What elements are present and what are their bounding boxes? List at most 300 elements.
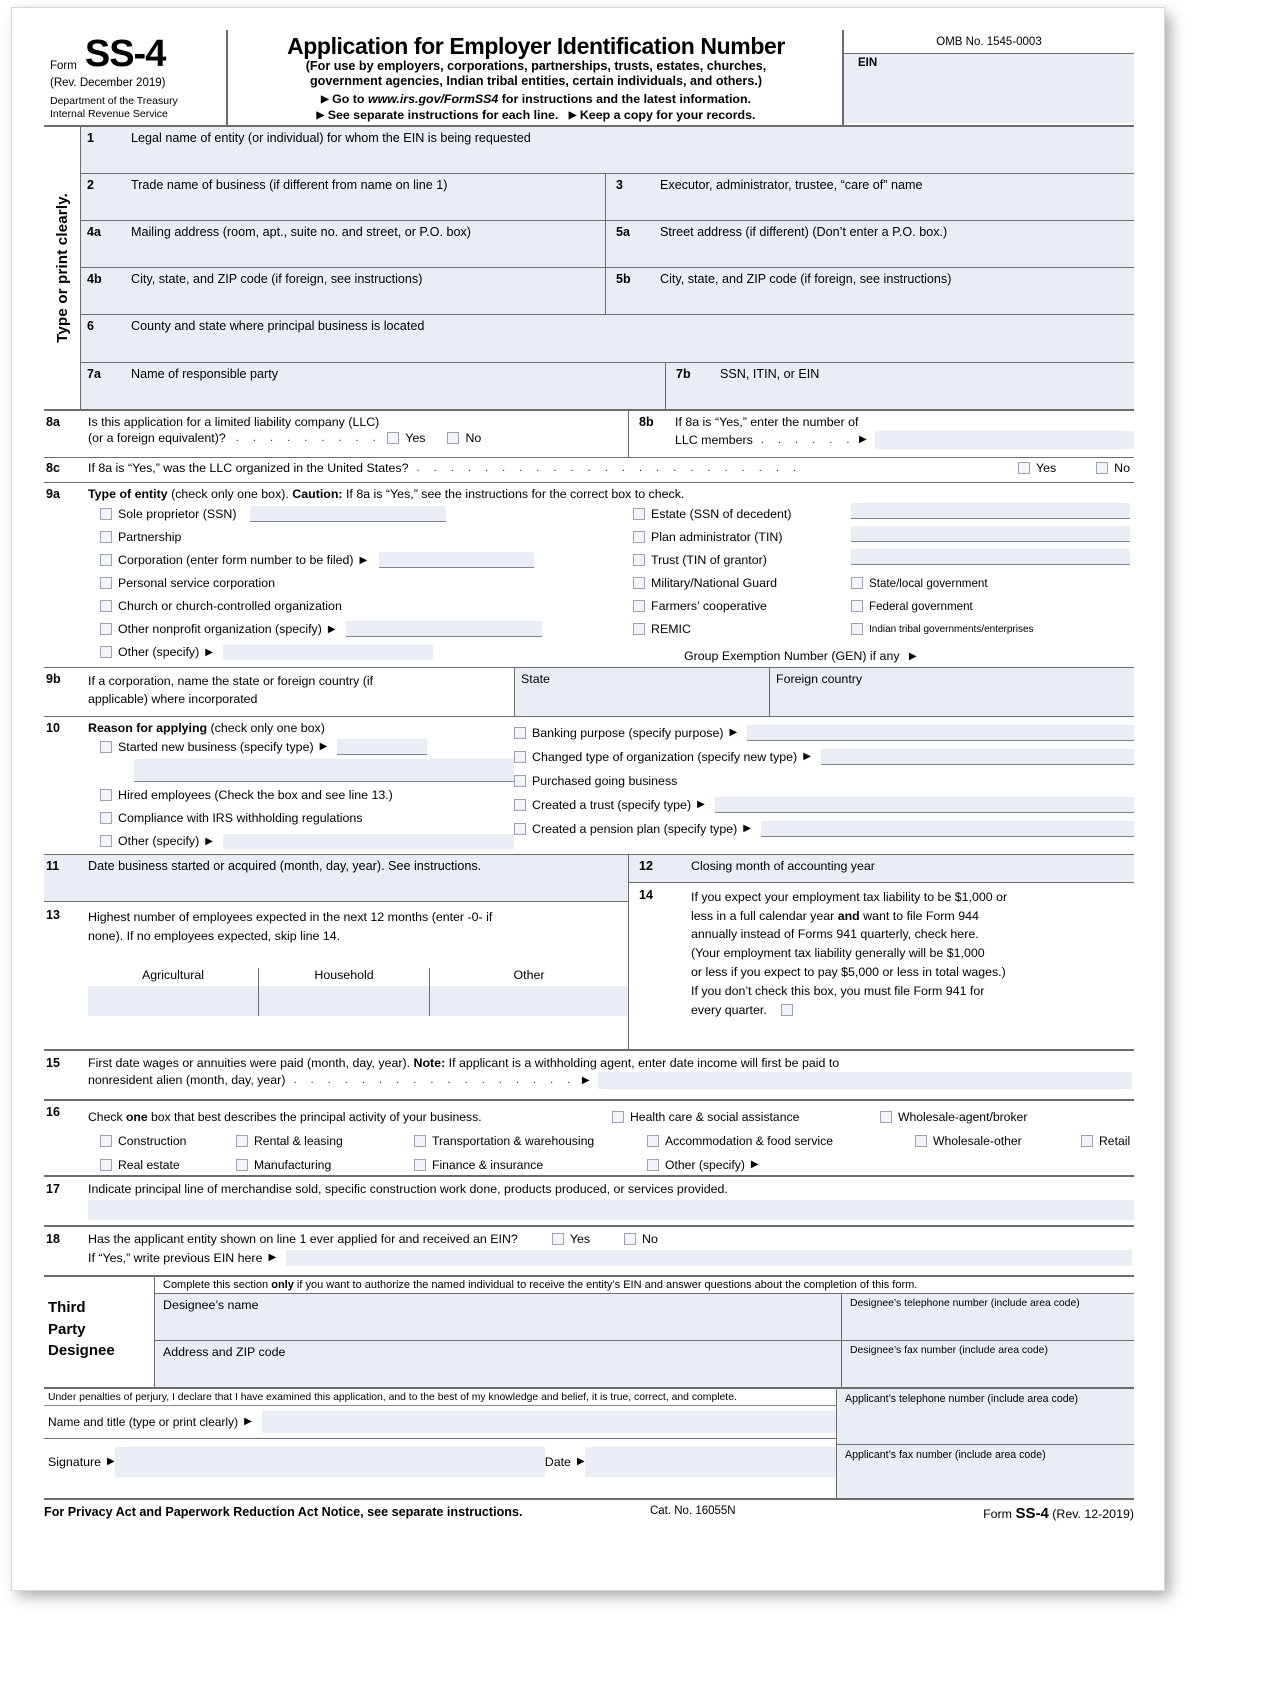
arrow-icon: ▶ — [244, 1416, 252, 1428]
entity-option[interactable] — [88, 549, 633, 572]
line-16-lead-b: box that best describes the principal activity of your business. — [147, 1109, 482, 1124]
line-10-heading-rest: (check only one box) — [207, 720, 325, 735]
sole-proprietor-ssn-input[interactable] — [250, 506, 446, 522]
manufacturing-checkbox[interactable] — [236, 1159, 248, 1171]
entity-line-1[interactable] — [851, 503, 1130, 526]
form-revision: (Rev. December 2019) — [50, 77, 166, 90]
form-identity-block — [44, 30, 228, 125]
line-16-lead-bold: one — [125, 1109, 148, 1124]
line-3-number: 3 — [616, 177, 623, 192]
designee-name-label: Designee’s name — [163, 1297, 259, 1312]
line-5a[interactable] — [605, 221, 1134, 267]
entity-option[interactable] — [633, 526, 851, 549]
line-15-input[interactable] — [598, 1072, 1132, 1089]
line-13-number: 13 — [46, 907, 60, 922]
reason-column-left — [44, 721, 514, 853]
line-16-row-3 — [88, 1153, 1132, 1177]
personal-service-corp-checkbox[interactable] — [100, 577, 112, 589]
line-18-previous-ein-input[interactable] — [286, 1250, 1132, 1266]
date-label: Date — [544, 1454, 571, 1469]
health-care-checkbox[interactable] — [612, 1111, 624, 1123]
line-2-number: 2 — [87, 177, 94, 192]
form-subtitle-1: (For use by employers, corporations, partnerships, trusts, estates, churches, — [305, 58, 767, 73]
arrow-icon: ▶ — [750, 1159, 759, 1171]
line-6[interactable] — [81, 314, 1134, 362]
line-14 — [629, 882, 1134, 1049]
line-15-text-b: If applicant is a withholding agent, enter date income will first be paid to — [445, 1055, 840, 1070]
line-13-other[interactable] — [429, 968, 628, 1016]
entity-option[interactable] — [88, 526, 633, 549]
line-13-col-label: Agricultural — [142, 968, 204, 983]
name-title-row[interactable] — [44, 1405, 836, 1438]
indian-tribal-checkbox[interactable] — [851, 623, 863, 635]
line-7a[interactable] — [81, 363, 665, 409]
designee-address-field[interactable] — [155, 1341, 841, 1387]
name-title-label: Name and title (type or print clearly) — [48, 1414, 239, 1429]
line-15-text — [88, 1056, 1132, 1070]
line-7a-label: Name of responsible party — [131, 366, 278, 381]
privacy-notice: For Privacy Act and Paperwork Reduction Act Notice, see separate instructions. — [44, 1504, 523, 1519]
footer-form-id — [983, 1505, 1134, 1522]
line-18-previous-ein-label: If “Yes,” write previous EIN here — [88, 1250, 263, 1265]
reason-option[interactable] — [514, 793, 1134, 817]
wholesale-other-checkbox[interactable] — [915, 1135, 927, 1147]
line-8a-8b-row — [44, 409, 1134, 457]
line-13-label-1: Highest number of employees expected in the next 12 months (enter -0- if — [88, 909, 493, 924]
line-10-number: 10 — [46, 720, 60, 735]
line-14-text-6: If you don’t check this box, you must file Form 941 for — [691, 984, 985, 999]
arrow-icon-3: ▶ — [568, 109, 577, 121]
line-13-agricultural-input[interactable] — [88, 986, 258, 1016]
entity-option-label: Sole proprietor (SSN) — [118, 507, 237, 522]
arrow-icon: ▶ — [205, 646, 213, 658]
line-17-label: Indicate principal line of merchandise sold, specific construction work done, products produced, or services provided. — [88, 1181, 728, 1196]
line-13 — [44, 901, 628, 1049]
reason-option-label: Compliance with IRS withholding regulations — [118, 811, 363, 826]
line-11-label: Date business started or acquired (month, day, year). See instructions. — [88, 858, 482, 873]
line-8c-label: If 8a is “Yes,” was the LLC organized in the United States? — [88, 460, 409, 475]
banking-purpose-input[interactable] — [747, 725, 1134, 741]
line-8a-no-label: No — [465, 430, 482, 445]
reason-option-label: Started new business (specify type) — [118, 739, 314, 754]
entity-option[interactable] — [88, 595, 633, 618]
entity-option-label: Other (specify) — [118, 645, 200, 660]
line-13-agricultural[interactable] — [88, 968, 258, 1016]
created-trust-checkbox[interactable] — [514, 799, 526, 811]
line-8a-number: 8a — [46, 414, 60, 429]
line-11[interactable] — [44, 855, 628, 901]
created-pension-plan-input[interactable] — [761, 821, 1134, 837]
reason-option-label: Changed type of organization (specify new type) — [532, 749, 798, 764]
entity-option-label: Indian tribal governments/enterprises — [869, 623, 1034, 635]
line-8b-label-1: If 8a is “Yes,” enter the number of — [675, 414, 859, 429]
identity-section — [44, 127, 1134, 409]
entity-option[interactable] — [851, 618, 1130, 641]
line-8b-label-2: LLC members — [675, 432, 753, 447]
plan-administrator-checkbox[interactable] — [633, 531, 645, 543]
goto-url[interactable]: www.irs.gov/FormSS4 — [367, 91, 499, 106]
side-instruction — [44, 127, 80, 409]
form-subtitle-2: government agencies, Indian tribal entities, certain individuals, and others.) — [309, 73, 763, 88]
entity-option[interactable] — [633, 572, 851, 595]
line-9a — [44, 482, 1134, 667]
designee-phone-field[interactable] — [841, 1294, 1134, 1340]
other-activity-checkbox[interactable] — [647, 1159, 659, 1171]
line-9b-label-2: applicable) where incorporated — [88, 692, 258, 707]
line-7b-number: 7b — [676, 366, 691, 381]
footer-form-rev: (Rev. 12-2019) — [1048, 1506, 1134, 1521]
line-15-text-2: nonresident alien (month, day, year) — [88, 1073, 286, 1088]
line-9b-foreign-label: Foreign country — [776, 671, 863, 686]
designee-phone-label: Designee’s telephone number (include area code) — [850, 1297, 1080, 1309]
line-15-text-a: First date wages or annuities were paid (month, day, year). — [88, 1055, 414, 1070]
line-8c-no-label: No — [1114, 460, 1130, 475]
line-9a-heading-rest: (check only one box). — [167, 486, 293, 501]
arrow-icon: ▶ — [803, 751, 811, 763]
line-9a-heading-bold: Type of entity — [88, 486, 168, 501]
line-9a-heading — [88, 487, 1130, 501]
trust-tin-input[interactable] — [851, 549, 1130, 565]
other-entity-checkbox[interactable] — [100, 646, 112, 658]
line-4a-number: 4a — [87, 224, 101, 239]
created-pension-plan-checkbox[interactable] — [514, 823, 526, 835]
entity-option-label: Plan administrator (TIN) — [651, 530, 783, 545]
line-8a-yes-label: Yes — [405, 430, 426, 445]
activity-label: Real estate — [118, 1157, 180, 1172]
signature-label: Signature — [48, 1454, 102, 1469]
other-reason-checkbox[interactable] — [100, 835, 112, 847]
line-16-number: 16 — [46, 1104, 60, 1119]
entity-option[interactable] — [88, 572, 633, 595]
transportation-checkbox[interactable] — [414, 1135, 426, 1147]
line-4b-number: 4b — [87, 271, 102, 286]
designee-fields — [154, 1277, 1134, 1387]
line-8a-yes-checkbox[interactable] — [387, 432, 399, 444]
banking-purpose-checkbox[interactable] — [514, 727, 526, 739]
real-estate-checkbox[interactable] — [100, 1159, 112, 1171]
reason-option-label: Created a pension plan (specify type) — [532, 821, 738, 836]
footer-form-number: SS-4 — [1015, 1504, 1049, 1522]
line-18-number: 18 — [46, 1231, 60, 1246]
designee-fax-field[interactable] — [841, 1341, 1134, 1387]
designee-title-2: Party — [48, 1320, 86, 1338]
line-1-label: Legal name of entity (or individual) for whom the EIN is being requested — [131, 130, 531, 145]
construction-checkbox[interactable] — [100, 1135, 112, 1147]
line-12-number: 12 — [639, 858, 653, 873]
activity-label: Rental & leasing — [254, 1133, 343, 1148]
entity-option-label: Other nonprofit organization (specify) — [118, 622, 322, 637]
line-5a-number: 5a — [616, 224, 630, 239]
signature-left — [44, 1389, 836, 1498]
dept-line-2: Internal Revenue Service — [50, 107, 168, 120]
arrow-icon: ▶ — [359, 554, 368, 566]
designee-address-row — [155, 1340, 1134, 1387]
started-new-business-checkbox[interactable] — [100, 741, 112, 753]
keep-copy-text: Keep a copy for your records. — [579, 107, 756, 122]
arrow-icon: ▶ — [321, 93, 329, 105]
reason-option-label: Banking purpose (specify purpose) — [532, 725, 724, 740]
omb-number: OMB No. 1545-0003 — [844, 30, 1134, 54]
line-16-lead — [88, 1110, 612, 1124]
third-party-designee-section — [44, 1275, 1134, 1387]
catalog-number: Cat. No. 16055N — [649, 1504, 736, 1517]
reason-option[interactable] — [88, 807, 514, 830]
other-nonprofit-checkbox[interactable] — [100, 623, 112, 635]
ein-field[interactable] — [844, 54, 1134, 123]
entity-option[interactable] — [88, 503, 633, 526]
line-17[interactable] — [44, 1175, 1134, 1225]
military-checkbox[interactable] — [633, 577, 645, 589]
finance-insurance-checkbox[interactable] — [414, 1159, 426, 1171]
activity-label: Wholesale-agent/broker — [898, 1109, 1028, 1124]
entity-option[interactable] — [851, 595, 1130, 618]
line-16 — [44, 1099, 1134, 1175]
line-3[interactable] — [605, 174, 1134, 220]
line-11-14-row — [44, 854, 1134, 1049]
farmers-cooperative-checkbox[interactable] — [633, 600, 645, 612]
goto-suffix: for instructions and the latest information. — [498, 91, 751, 106]
applicant-phone-field[interactable] — [837, 1389, 1134, 1444]
activity-label: Health care & social assistance — [630, 1109, 800, 1124]
rental-leasing-checkbox[interactable] — [236, 1135, 248, 1147]
hired-employees-checkbox[interactable] — [100, 789, 112, 801]
line-8c[interactable] — [44, 457, 1134, 482]
line-11-number: 11 — [46, 858, 60, 873]
other-entity-input[interactable] — [223, 645, 433, 660]
name-title-input[interactable] — [262, 1411, 836, 1433]
purchased-going-business-checkbox[interactable] — [514, 775, 526, 787]
started-new-business-input[interactable] — [337, 739, 427, 755]
designee-fax-label: Designee’s fax number (include area code) — [850, 1344, 1048, 1356]
entity-line-3[interactable] — [851, 549, 1130, 572]
applicant-phone-label: Applicant’s telephone number (include area code) — [845, 1392, 1079, 1405]
entity-option-label: Estate (SSN of decedent) — [651, 507, 792, 522]
arrow-icon: ▶ — [743, 823, 751, 835]
line-9a-caution-rest: If 8a is “Yes,” see the instructions for the correct box to check. — [342, 486, 685, 501]
designee-title-1: Third — [48, 1298, 86, 1316]
line-7-row — [81, 362, 1134, 409]
designee-name-row — [155, 1293, 1134, 1340]
line-9b-foreign-field[interactable] — [769, 668, 1134, 716]
created-trust-input[interactable] — [715, 797, 1134, 813]
date-input[interactable] — [585, 1447, 836, 1477]
form-title-block — [228, 30, 844, 125]
other-nonprofit-input[interactable] — [346, 621, 542, 637]
line-8b[interactable] — [628, 411, 1134, 457]
trust-checkbox[interactable] — [633, 554, 645, 566]
reason-option[interactable] — [88, 735, 514, 759]
estate-ssn-input[interactable] — [851, 503, 1130, 519]
line-17-input[interactable] — [88, 1200, 1134, 1220]
line-18-no-checkbox[interactable] — [624, 1233, 636, 1245]
line-10-heading-bold: Reason for applying — [88, 720, 208, 735]
leader-dots: . . . . . . . . . . . . . . . . . — [293, 1074, 576, 1087]
line-9b-number: 9b — [46, 671, 61, 686]
activity-label: Accommodation & food service — [665, 1133, 833, 1148]
reason-option[interactable] — [514, 721, 1134, 745]
entity-option[interactable] — [633, 618, 851, 641]
activity-label: Construction — [118, 1133, 187, 1148]
arrow-icon-2: ▶ — [316, 109, 325, 121]
line-14-text-5: or less if you expect to pay $5,000 or less in total wages.) — [691, 965, 1006, 980]
signature-row[interactable] — [44, 1438, 836, 1485]
line-8b-input[interactable] — [875, 431, 1134, 449]
group-exemption-label: Group Exemption Number (GEN) if any — [684, 648, 900, 663]
line-7b-label: SSN, ITIN, or EIN — [720, 366, 820, 381]
leader-dots: . . . . . . . . . — [235, 431, 382, 444]
signature-input[interactable] — [115, 1447, 545, 1477]
entity-option-label: Partnership — [118, 530, 182, 545]
line-14-text-7: every quarter. — [691, 1002, 767, 1017]
entity-column-2 — [633, 503, 851, 664]
reason-option[interactable] — [88, 830, 514, 853]
form-footer — [44, 1498, 1134, 1522]
line-9b-label-1: If a corporation, name the state or foreign country (if — [88, 673, 374, 688]
line-18-no-label: No — [642, 1231, 658, 1246]
line-18-label: Has the applicant entity shown on line 1 ever applied for and received an EIN? — [88, 1231, 518, 1246]
entity-option[interactable] — [633, 595, 851, 618]
line-13-col-label: Household — [314, 968, 374, 983]
compliance-withholding-checkbox[interactable] — [100, 812, 112, 824]
ss4-form — [44, 30, 1134, 1522]
corporation-form-input[interactable] — [379, 552, 534, 568]
entity-option[interactable] — [88, 641, 633, 664]
entity-option[interactable] — [633, 503, 851, 526]
line-9b-state-label: State — [521, 671, 550, 686]
federal-government-checkbox[interactable] — [851, 600, 863, 612]
sole-proprietor-checkbox[interactable] — [100, 508, 112, 520]
reason-option[interactable] — [514, 817, 1134, 841]
retail-checkbox[interactable] — [1081, 1135, 1093, 1147]
line-14-number: 14 — [639, 887, 653, 902]
line-4a[interactable] — [81, 221, 605, 267]
line-4a-5a-row — [81, 220, 1134, 267]
applicant-fax-field[interactable] — [837, 1444, 1134, 1498]
line-1[interactable] — [81, 127, 1134, 173]
line-2-3-row — [81, 173, 1134, 220]
line-16-row-2 — [88, 1129, 1132, 1153]
line-10-heading — [88, 721, 514, 735]
estate-checkbox[interactable] — [633, 508, 645, 520]
line-13-household[interactable] — [258, 968, 429, 1016]
church-checkbox[interactable] — [100, 600, 112, 612]
corporation-checkbox[interactable] — [100, 554, 112, 566]
reason-option-label: Created a trust (specify type) — [532, 797, 692, 812]
line-9b-row — [44, 667, 1134, 716]
changed-type-checkbox[interactable] — [514, 751, 526, 763]
arrow-icon: ▶ — [581, 1074, 590, 1086]
line-6-number: 6 — [87, 318, 94, 333]
line-7b[interactable] — [665, 363, 1134, 409]
form-944-checkbox[interactable] — [781, 1004, 793, 1016]
entity-option[interactable] — [851, 572, 1130, 595]
entity-option[interactable] — [88, 618, 633, 641]
line-15-number: 15 — [46, 1055, 60, 1070]
form-header — [44, 30, 1134, 127]
line-14-text-3: annually instead of Forms 941 quarterly, check here. — [691, 927, 979, 942]
started-new-business-input-2[interactable] — [134, 759, 514, 782]
applicant-fax-label: Applicant’s fax number (include area code) — [845, 1448, 1046, 1461]
line-4b[interactable] — [81, 268, 605, 314]
arrow-icon: ▶ — [268, 1252, 277, 1264]
line-9a-number: 9a — [46, 486, 60, 501]
line-13-col-label: Other — [513, 968, 545, 983]
state-local-government-checkbox[interactable] — [851, 577, 863, 589]
entity-option-label: Farmers’ cooperative — [651, 599, 767, 614]
reason-option[interactable] — [88, 784, 514, 807]
accommodation-food-checkbox[interactable] — [647, 1135, 659, 1147]
line-5a-label: Street address (if different) (Don’t enter a P.O. box.) — [660, 224, 948, 239]
designee-address-label: Address and ZIP code — [163, 1344, 286, 1359]
plan-tin-input[interactable] — [851, 526, 1130, 542]
line-6-label: County and state where principal business is located — [131, 318, 425, 333]
line-13-household-input[interactable] — [259, 986, 429, 1016]
wholesale-agent-checkbox[interactable] — [880, 1111, 892, 1123]
arrow-icon: ▶ — [319, 741, 328, 753]
designee-name-field[interactable] — [155, 1294, 841, 1340]
arrow-icon: ▶ — [107, 1456, 115, 1468]
signature-right — [836, 1389, 1134, 1498]
entity-option-label: Military/National Guard — [651, 576, 778, 591]
signature-section — [44, 1387, 1134, 1498]
designee-title — [44, 1277, 154, 1387]
changed-type-input[interactable] — [821, 749, 1134, 765]
line-13-other-input[interactable] — [430, 986, 628, 1016]
designee-notice — [155, 1277, 1134, 1293]
activity-label: Retail — [1099, 1133, 1131, 1148]
line-1-number: 1 — [87, 130, 94, 145]
line-5b-number: 5b — [616, 271, 631, 286]
reason-option-label: Other (specify) — [118, 834, 200, 849]
partnership-checkbox[interactable] — [100, 531, 112, 543]
line-8a[interactable] — [44, 411, 628, 457]
line-3-label: Executor, administrator, trustee, “care of” name — [660, 177, 923, 192]
line-12[interactable] — [629, 855, 1134, 882]
line-8c-no-checkbox[interactable] — [1096, 462, 1108, 474]
activity-label: Finance & insurance — [432, 1157, 544, 1172]
entity-line-2[interactable] — [851, 526, 1130, 549]
arrow-icon: ▶ — [858, 434, 867, 446]
line-18-yes-checkbox[interactable] — [552, 1233, 564, 1245]
line-2-label: Trade name of business (if different from name on line 1) — [131, 177, 448, 192]
form-word-label: Form — [50, 60, 77, 73]
reason-option[interactable] — [514, 769, 1134, 793]
designee-notice-bold: only — [271, 1278, 294, 1291]
arrow-icon: ▶ — [205, 835, 213, 847]
line-8a-label-2: (or a foreign equivalent)? — [88, 430, 226, 445]
remic-checkbox[interactable] — [633, 623, 645, 635]
line-2[interactable] — [81, 174, 605, 220]
omb-ein-block — [844, 30, 1134, 125]
line-9b-state-field[interactable] — [514, 668, 769, 716]
line-9b — [44, 668, 514, 716]
line-8a-no-checkbox[interactable] — [447, 432, 459, 444]
ein-label: EIN — [858, 57, 878, 69]
line-8c-yes-checkbox[interactable] — [1018, 462, 1030, 474]
other-reason-input[interactable] — [223, 834, 514, 849]
group-exemption-row[interactable] — [684, 649, 917, 663]
entity-option[interactable] — [633, 549, 851, 572]
goto-prefix: Go to — [332, 91, 368, 106]
line-16-lead-a: Check — [88, 1109, 126, 1124]
line-5b[interactable] — [605, 268, 1134, 314]
reason-option[interactable] — [514, 745, 1134, 769]
entity-option-label: Trust (TIN of grantor) — [651, 553, 767, 568]
line-12-label: Closing month of accounting year — [691, 858, 875, 873]
form-number: SS-4 — [84, 33, 166, 75]
arrow-icon: ▶ — [576, 1456, 585, 1468]
entity-column-1 — [88, 503, 633, 664]
